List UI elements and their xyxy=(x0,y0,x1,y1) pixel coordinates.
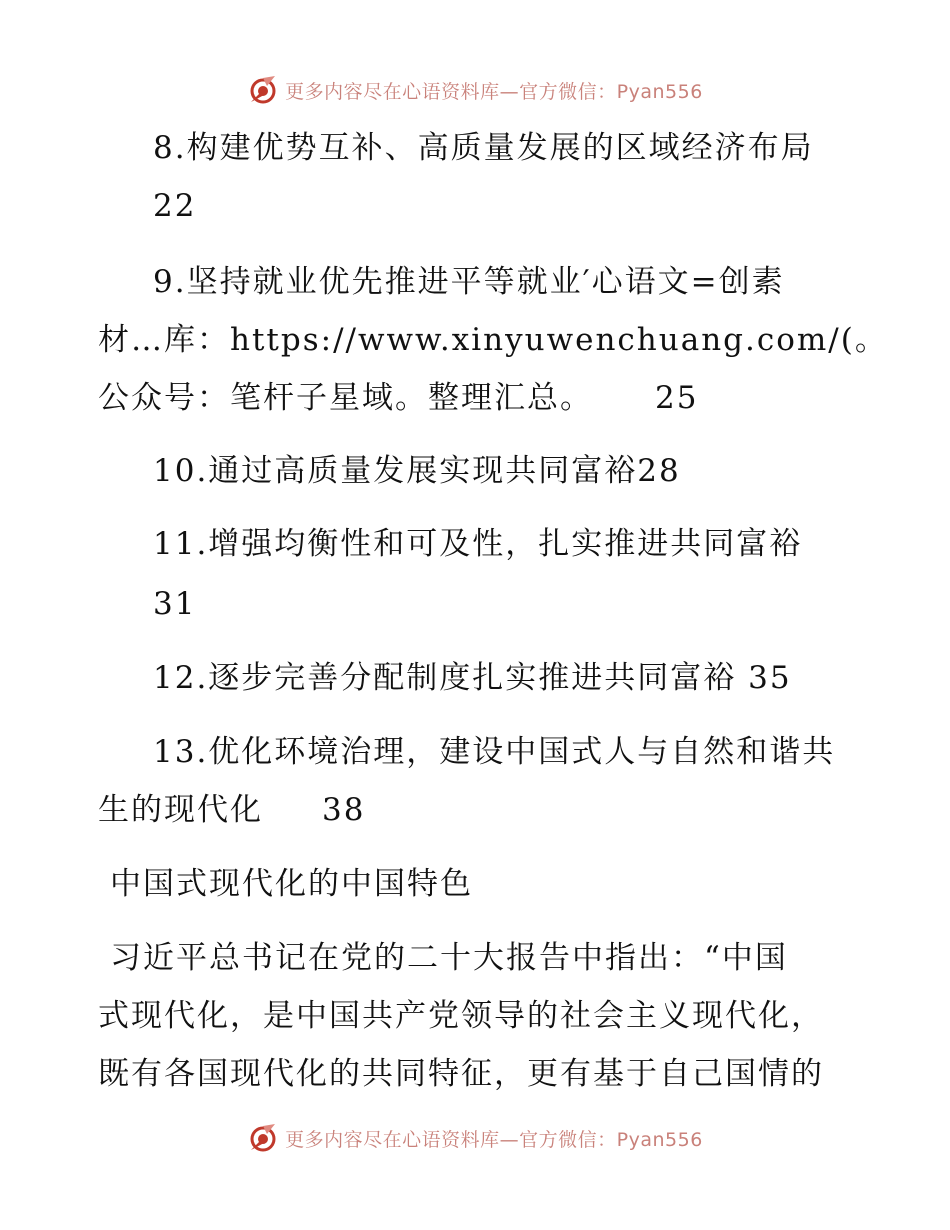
toc-item-9: 9.坚持就业优先推进平等就业′心语文=创素 xyxy=(153,264,785,300)
paragraph-line-1: 习近平总书记在党的二十大报告中指出：“中国 xyxy=(110,940,788,976)
paragraph-line-3: 既有各国现代化的共同特征，更有基于自己国情的 xyxy=(98,1056,824,1092)
section-heading: 中国式现代化的中国特色 xyxy=(110,866,473,902)
footer-watermark xyxy=(0,1118,950,1158)
toc-item-9-cont: 材…库：https://www.xinyuwenchuang.com/(。 xyxy=(98,322,888,358)
toc-item-13: 13.优化环境治理，建设中国式人与自然和谐共 xyxy=(153,734,836,770)
toc-item-9-cont2: 公众号：笔杆子星域。整理汇总。 xyxy=(98,380,593,416)
toc-item-13-cont: 生的现代化 xyxy=(98,792,263,828)
watermark-wechat-id: Pyan556 xyxy=(616,80,703,103)
toc-item-10: 10.通过高质量发展实现共同富裕28 xyxy=(153,453,681,489)
watermark-text xyxy=(285,77,703,104)
watermark-label: 更多内容尽在心语资料库—官方微信： xyxy=(285,80,617,103)
watermark-label: 更多内容尽在心语资料库—官方微信： xyxy=(285,1128,617,1151)
toc-item-13-page: 38 xyxy=(322,792,366,828)
watermark-text xyxy=(285,1125,703,1152)
watermark-wechat-id: Pyan556 xyxy=(616,1128,703,1151)
toc-item-9-page: 25 xyxy=(655,380,699,416)
toc-item-12: 12.逐步完善分配制度扎实推进共同富裕 35 xyxy=(153,660,792,696)
toc-item-8: 8.构建优势互补、高质量发展的区域经济布局 xyxy=(153,130,814,166)
toc-item-11-page: 31 xyxy=(153,586,197,622)
toc-item-11: 11.增强均衡性和可及性，扎实推进共同富裕 xyxy=(153,526,803,562)
logo-icon xyxy=(247,1122,279,1154)
logo-icon xyxy=(247,74,279,106)
toc-item-8-page: 22 xyxy=(153,188,197,224)
header-watermark xyxy=(0,70,950,110)
paragraph-line-2: 式现代化，是中国共产党领导的社会主义现代化， xyxy=(98,998,824,1034)
